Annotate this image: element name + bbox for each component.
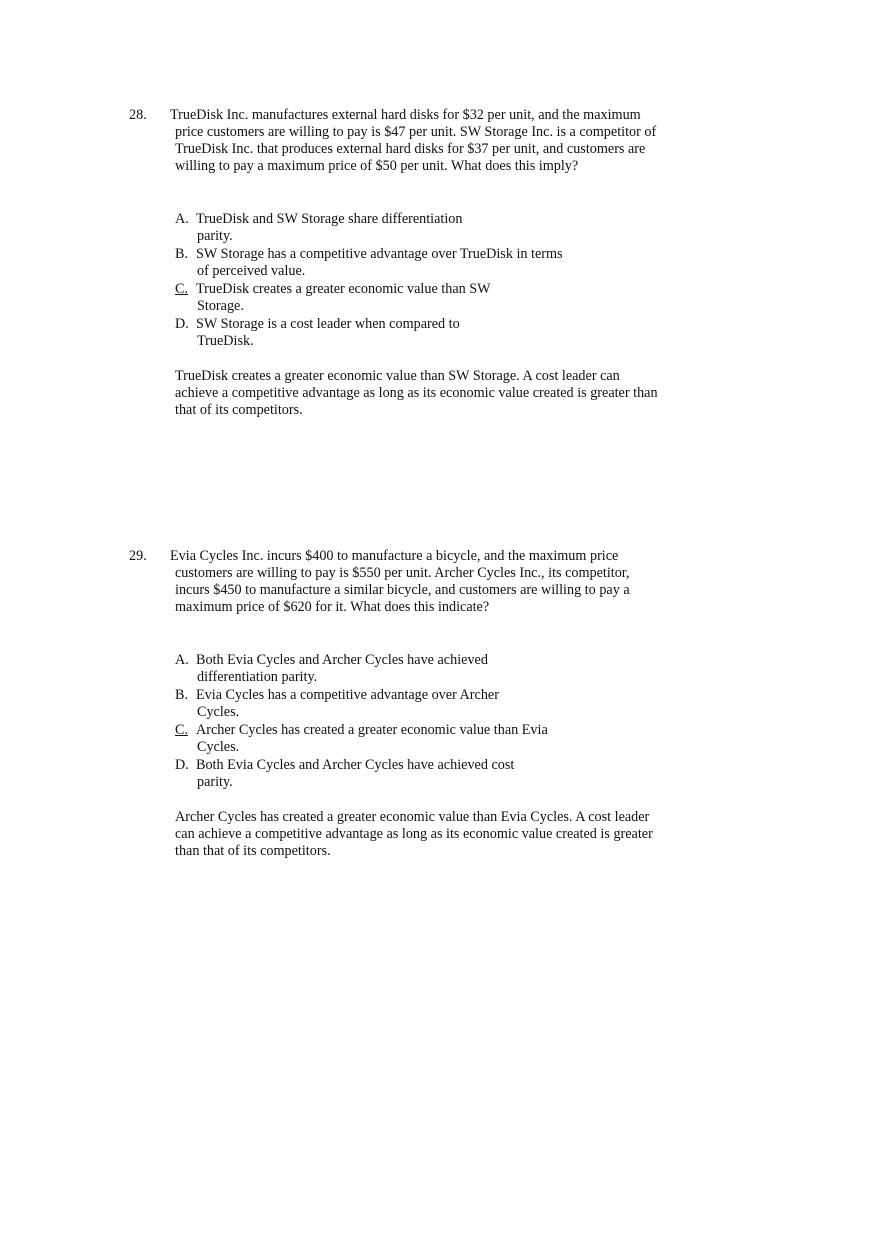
question-stem (129, 548, 659, 616)
choice-letter: C. (175, 281, 189, 297)
answer-feedback: TrueDisk creates a greater economic value than SW Storage. A cost leader can achieve a competitive advantage as long as its economic value created is greater than that of its competitors. (175, 368, 658, 418)
choice-text: Archer Cycles has created a greater economic value than Evia Cycles. (196, 722, 548, 755)
choice-c-correct (129, 722, 659, 756)
answer-feedback: Archer Cycles has created a greater economic value than Evia Cycles. A cost leader can achieve a competitive advantage as long as its economic value created is greater than that of its competitors. (175, 809, 653, 859)
choice-letter: D. (175, 757, 189, 773)
choice-a (129, 652, 659, 686)
choice-text: Both Evia Cycles and Archer Cycles have achieved differentiation parity. (196, 652, 488, 685)
choice-text: SW Storage is a cost leader when compared to TrueDisk. (196, 316, 460, 349)
choice-letter: D. (175, 316, 189, 332)
question-stem (129, 107, 659, 175)
choice-letter: A. (175, 652, 189, 668)
choice-text: Both Evia Cycles and Archer Cycles have achieved cost parity. (196, 757, 515, 790)
choice-d (129, 757, 659, 791)
choice-a (129, 211, 659, 245)
question-28 (129, 107, 659, 419)
choice-text: TrueDisk and SW Storage share differentiation parity. (196, 211, 463, 244)
question-number: 28. (129, 107, 147, 123)
question-text: Evia Cycles Inc. incurs $400 to manufacture a bicycle, and the maximum price customers are willing to pay is $550 per unit. Archer Cycles Inc., its competitor, incurs $450 to manufacture a similar bicycle, and customers are willing to pay a maximum price of $620 for it. What does this indicate? (170, 548, 630, 615)
choice-c-correct (129, 281, 659, 315)
question-29 (129, 548, 659, 860)
choice-b (129, 687, 659, 721)
choice-d (129, 316, 659, 350)
question-number: 29. (129, 548, 147, 564)
answer-choices (129, 211, 659, 350)
question-text: TrueDisk Inc. manufactures external hard disks for $32 per unit, and the maximum price customers are willing to pay is $47 per unit. SW Storage Inc. is a competitor of TrueDisk Inc. that produces external hard disks for $37 per unit, and customers are willing to pay a maximum price of $50 per unit. What does this imply? (170, 107, 657, 174)
choice-letter: C. (175, 722, 189, 738)
choice-letter: B. (175, 246, 189, 262)
choice-text: Evia Cycles has a competitive advantage over Archer Cycles. (196, 687, 499, 720)
choice-letter: B. (175, 687, 189, 703)
choice-b (129, 246, 659, 280)
answer-choices (129, 652, 659, 791)
choice-text: SW Storage has a competitive advantage over TrueDisk in terms of perceived value. (196, 246, 563, 279)
choice-text: TrueDisk creates a greater economic value than SW Storage. (196, 281, 491, 314)
choice-letter: A. (175, 211, 189, 227)
